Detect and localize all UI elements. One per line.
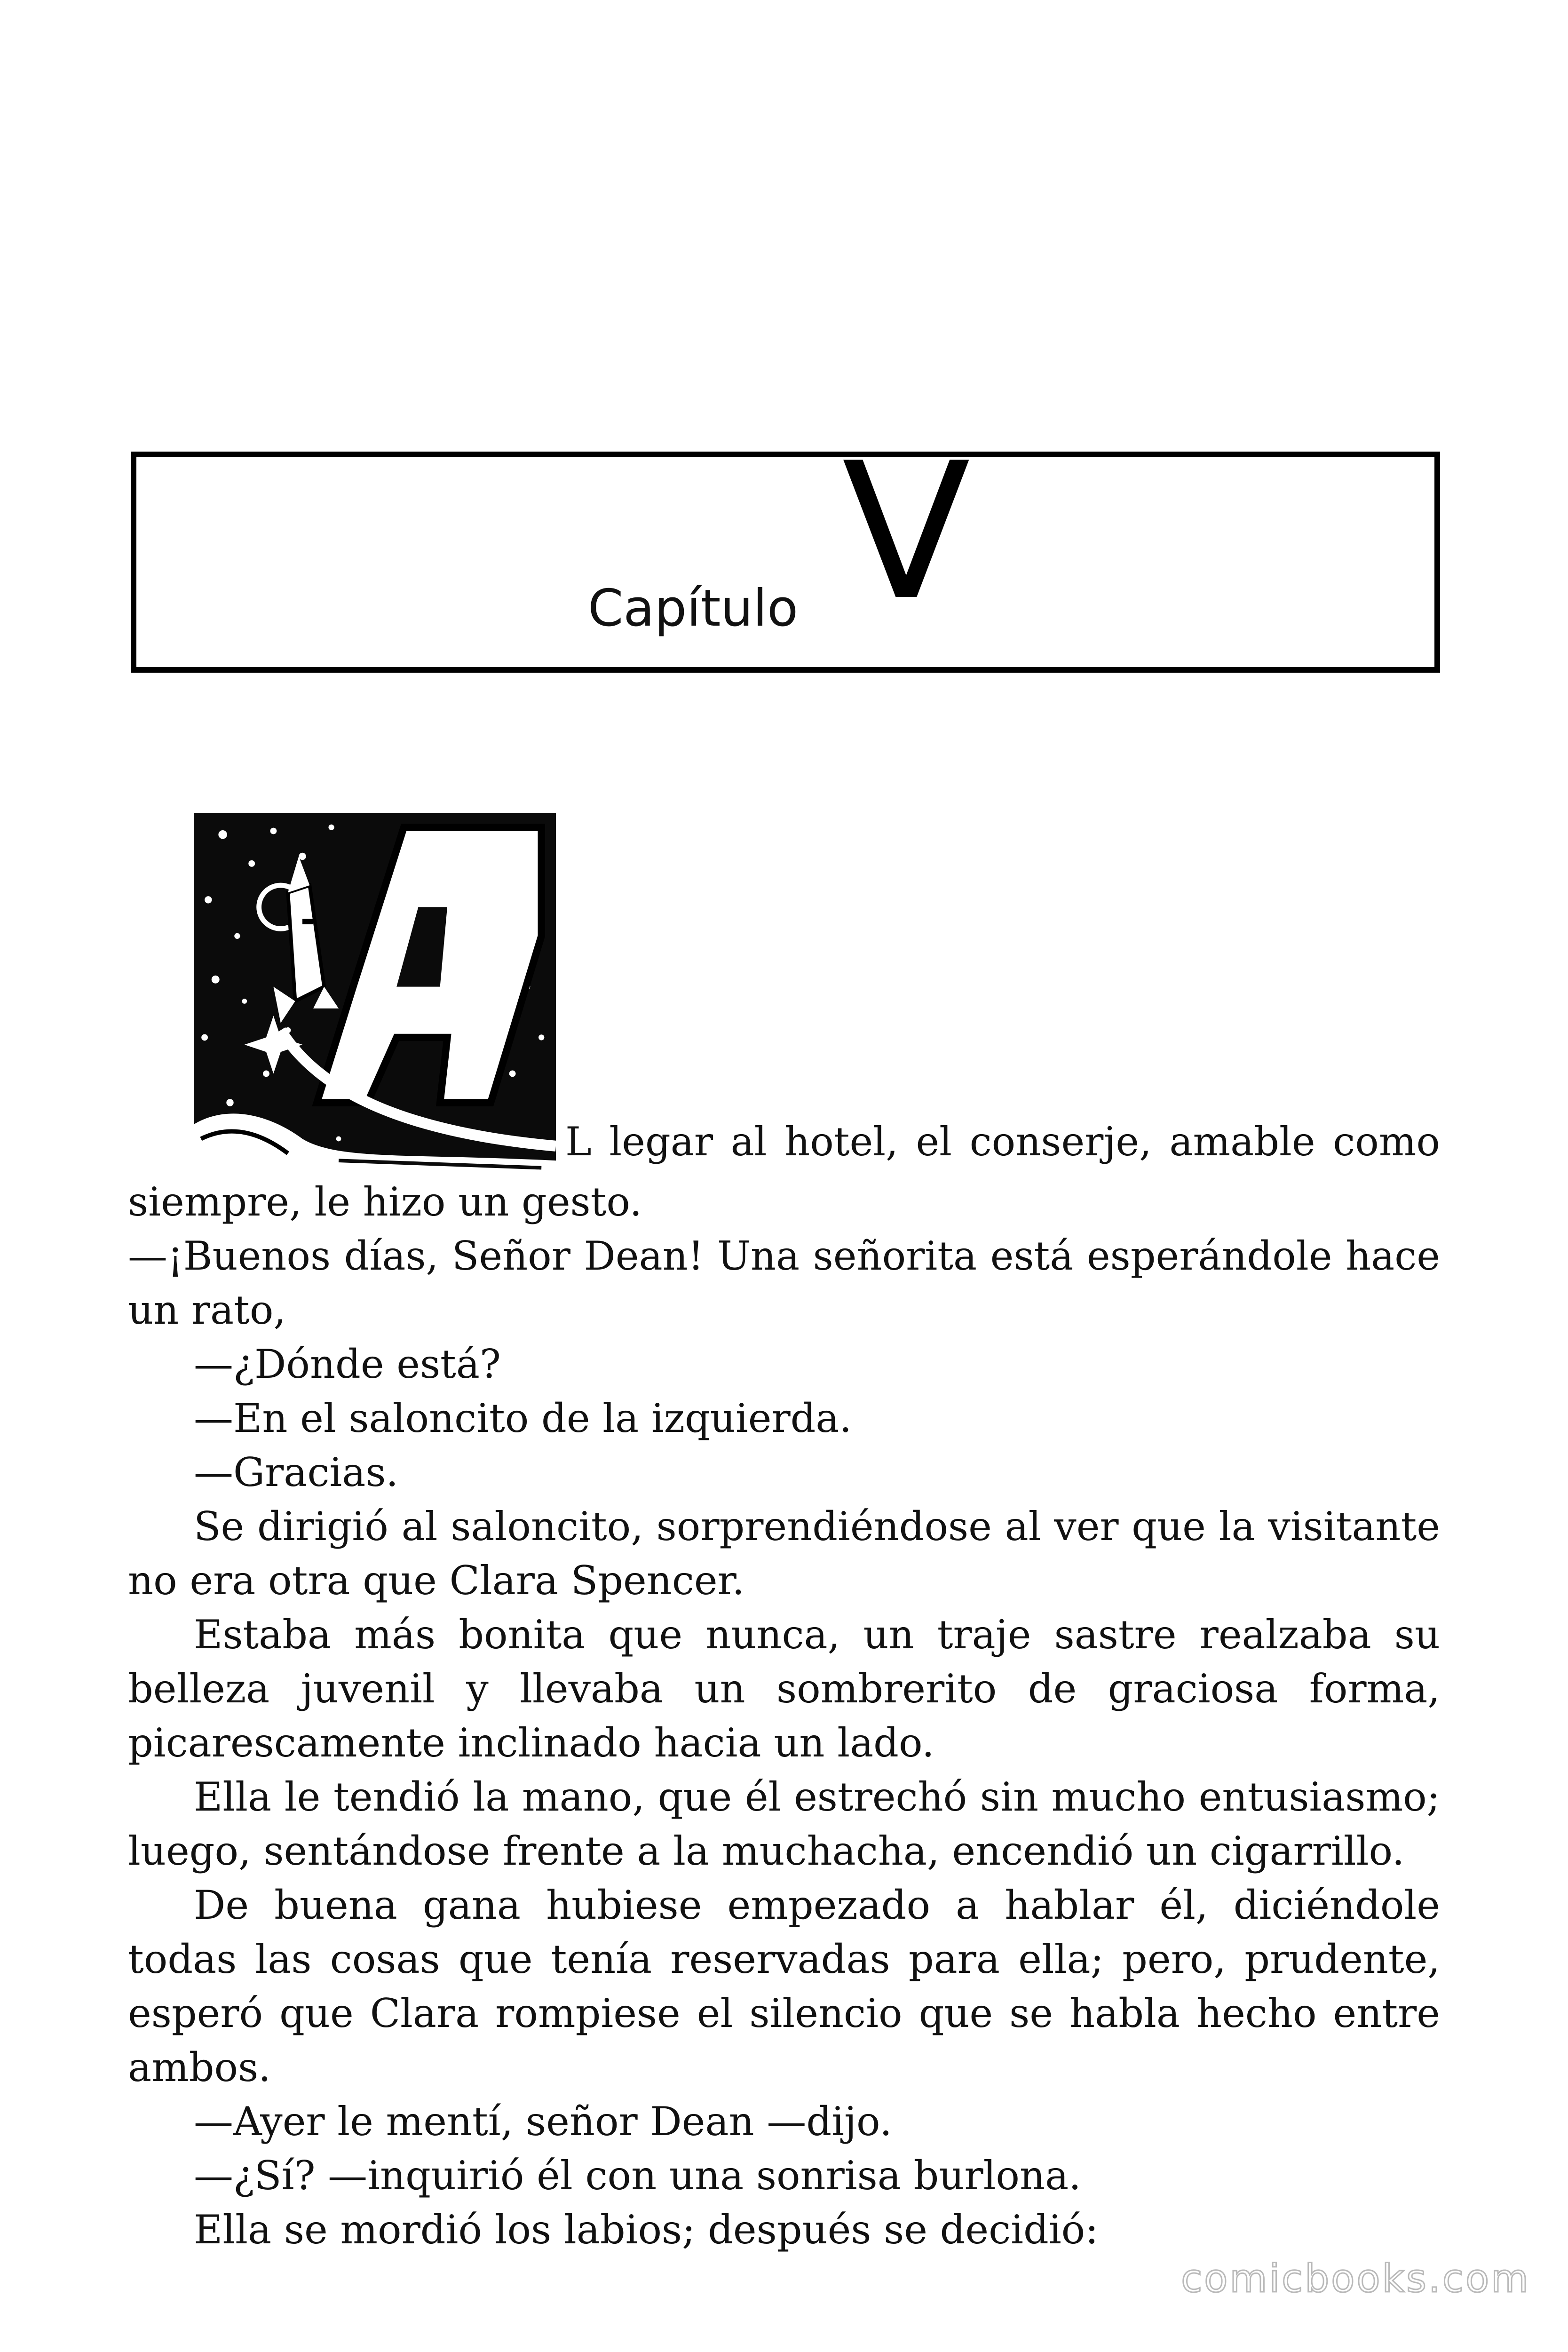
paragraph: Estaba más bonita que nunca, un traje sastre realzaba su belleza juvenil y llevaba un sombrerito de graciosa forma, picarescamente inclinado hacia un lado.: [128, 1612, 1440, 1766]
paragraph-1-line-2: siempre, le hizo un gesto.: [128, 1179, 642, 1225]
rocket-letter-a-icon: [194, 813, 556, 1175]
paragraph: —Ayer le mentí, señor Dean —dijo.: [194, 2098, 892, 2145]
chapter-heading-box: [131, 423, 1440, 673]
paragraph: —¿Sí? —inquirió él con una sonrisa burlona.: [194, 2153, 1081, 2199]
paragraph: —Gracias.: [194, 1449, 399, 1495]
chapter-text: [128, 809, 1440, 2257]
paragraph: Ella se mordió los labios; después se decidió:: [194, 2207, 1099, 2253]
paragraph: De buena gana hubiese empezado a hablar él, diciéndole todas las cosas que tenía reservadas para ella; pero, prudente, esperó que Clara rompiese el silencio que se habla hecho entre ambos.: [128, 1882, 1440, 2090]
paragraph-1-line-1: L legar al hotel, el conserje, amable como: [565, 1119, 1440, 1165]
paragraph: —En el saloncito de la izquierda.: [194, 1395, 852, 1441]
chapter-label: Capítulo: [588, 579, 799, 638]
chapter-numeral: V: [842, 423, 971, 642]
paragraph: Ella le tendió la mano, que él estrechó sin mucho entusiasmo; luego, sentándose frente a la muchacha, encendió un cigarrillo.: [128, 1774, 1440, 1874]
watermark: comicbooks.com: [1181, 2257, 1530, 2301]
paragraph: Se dirigió al saloncito, sorprendiéndose al ver que la visitante no era otra que Clara Spencer.: [128, 1503, 1440, 1604]
paragraph: —¿Dónde está?: [194, 1341, 501, 1387]
paragraph: —¡Buenos días, Señor Dean! Una señorita está esperándole hace un rato,: [128, 1233, 1440, 1333]
